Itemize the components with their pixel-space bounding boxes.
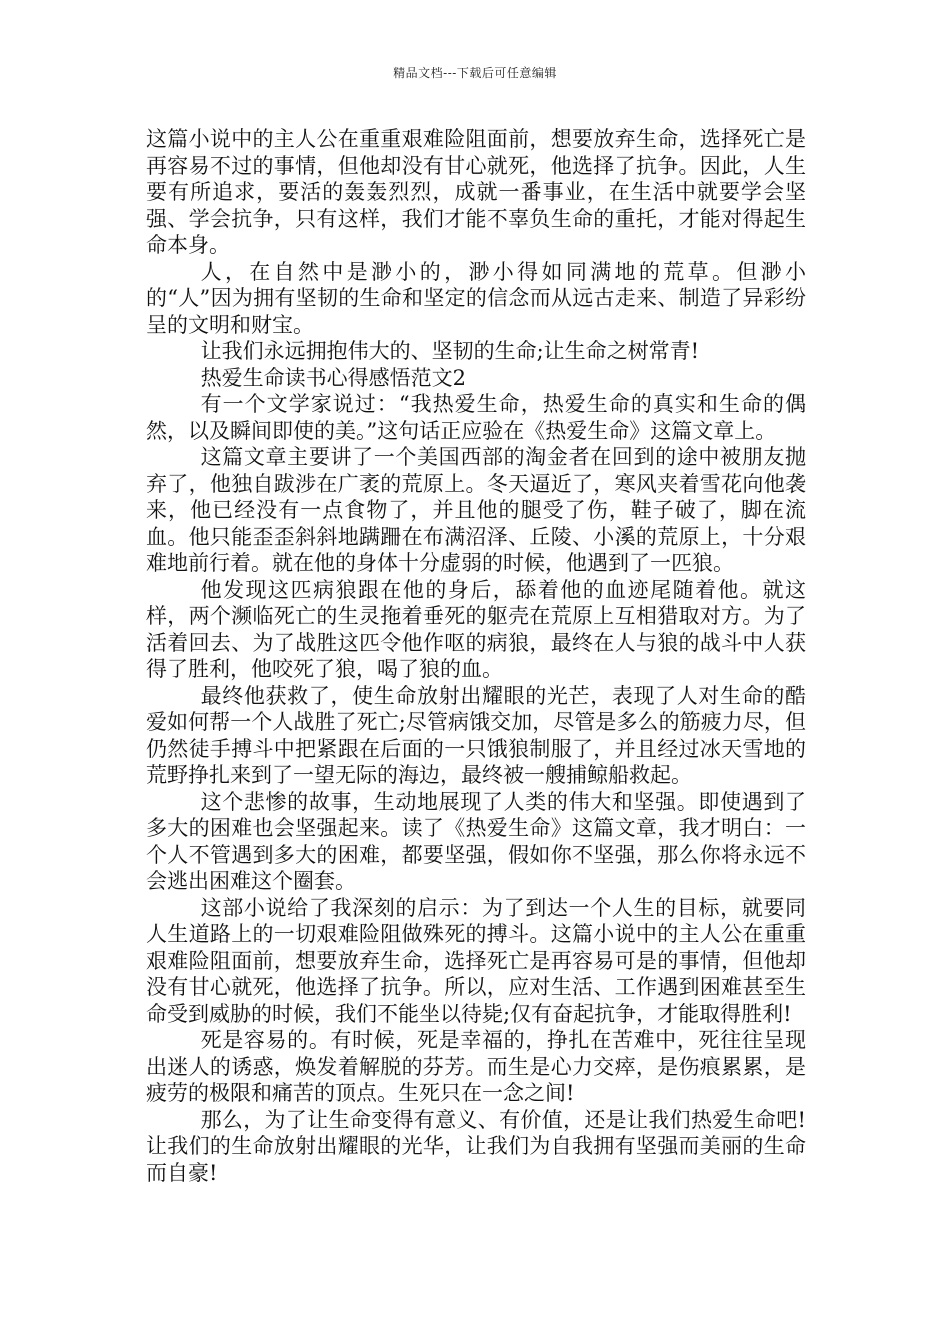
- paragraph: 这部小说给了我深刻的启示：为了到达一个人生的目标，就要同人生道路上的一切艰难险阻做殊死的搏斗。这篇小说中的主人公在重重艰难险阻面前，想要放弃生命，选择死亡是再容易可是的事情，但他却没有甘心就死，他选择了抗争。所以，应对生活、工作遇到困难甚至生命受到威胁的时候，我们不能坐以待毙;仅有奋起抗争，才能取得胜利!: [146, 895, 806, 1026]
- paragraph: 这个悲惨的故事，生动地展现了人类的伟大和坚强。即使遇到了多大的困难也会坚强起来。读了《热爱生命》这篇文章，我才明白：一个人不管遇到多大的困难，都要坚强，假如你不坚强，那么你将永远不会逃出困难这个圈套。: [146, 789, 806, 893]
- paragraph: 这篇小说中的主人公在重重艰难险阻面前，想要放弃生命，选择死亡是再容易不过的事情，但他却没有甘心就死，他选择了抗争。因此，人生要有所追求，要活的轰轰烈烈，成就一番事业，在生活中就要学会坚强、学会抗争，只有这样，我们才能不辜负生命的重托，才能对得起生命本身。: [146, 127, 806, 257]
- paragraph: 有一个文学家说过：“我热爱生命，热爱生命的真实和生命的偶然，以及瞬间即使的美。”这句话正应验在《热爱生命》这篇文章上。: [146, 392, 806, 443]
- section-title: 热爱生命读书心得感悟范文2: [200, 365, 466, 390]
- paragraph: 让我们永远拥抱伟大的、坚韧的生命;让生命之树常青!: [200, 339, 700, 363]
- page-header: 精品文档---下载后可任意编辑: [393, 66, 557, 80]
- paragraph: 人，在自然中是渺小的，渺小得如同满地的荒草。但渺小的“人”因为拥有坚韧的生命和坚定的信念而从远古走来、制造了异彩纷呈的文明和财宝。: [146, 259, 806, 337]
- paragraph: 那么，为了让生命变得有意义、有价值，还是让我们热爱生命吧!让我们的生命放射出耀眼的光华，让我们为自我拥有坚强而美丽的生命而自豪!: [146, 1107, 806, 1185]
- paragraph: 这篇文章主要讲了一个美国西部的淘金者在回到的途中被朋友抛弃了，他独自跋涉在广袤的荒原上。冬天逼近了，寒风夹着雪花向他袭来，他已经没有一点食物了，并且他的腿受了伤，鞋子破了，脚在流血。他只能歪歪斜斜地蹒跚在布满沼泽、丘陵、小溪的荒原上，十分艰难地前行着。就在他的身体十分虚弱的时候，他遇到了一匹狼。: [146, 445, 806, 575]
- paragraph: 最终他获救了，使生命放射出耀眼的光芒，表现了人对生命的酷爱如何帮一个人战胜了死亡;尽管病饿交加，尽管是多么的筋疲力尽，但仍然徒手搏斗中把紧跟在后面的一只饿狼制服了，并且经过冰天雪地的荒野挣扎来到了一望无际的海边，最终被一艘捕鲸船救起。: [146, 683, 806, 787]
- document-body: [146, 126, 806, 1186]
- paragraph: 他发现这匹病狼跟在他的身后，舔着他的血迹尾随着他。就这样，两个濒临死亡的生灵拖着垂死的躯壳在荒原上互相猎取对方。为了活着回去、为了战胜这匹令他作呕的病狼，最终在人与狼的战斗中人获得了胜利，他咬死了狼，喝了狼的血。: [146, 577, 806, 681]
- paragraph: 死是容易的。有时候，死是幸福的，挣扎在苦难中，死往往呈现出迷人的诱惑，焕发着解脱的芬芳。而生是心力交瘁，是伤痕累累，是疲劳的极限和痛苦的顶点。生死只在一念之间!: [146, 1028, 806, 1105]
